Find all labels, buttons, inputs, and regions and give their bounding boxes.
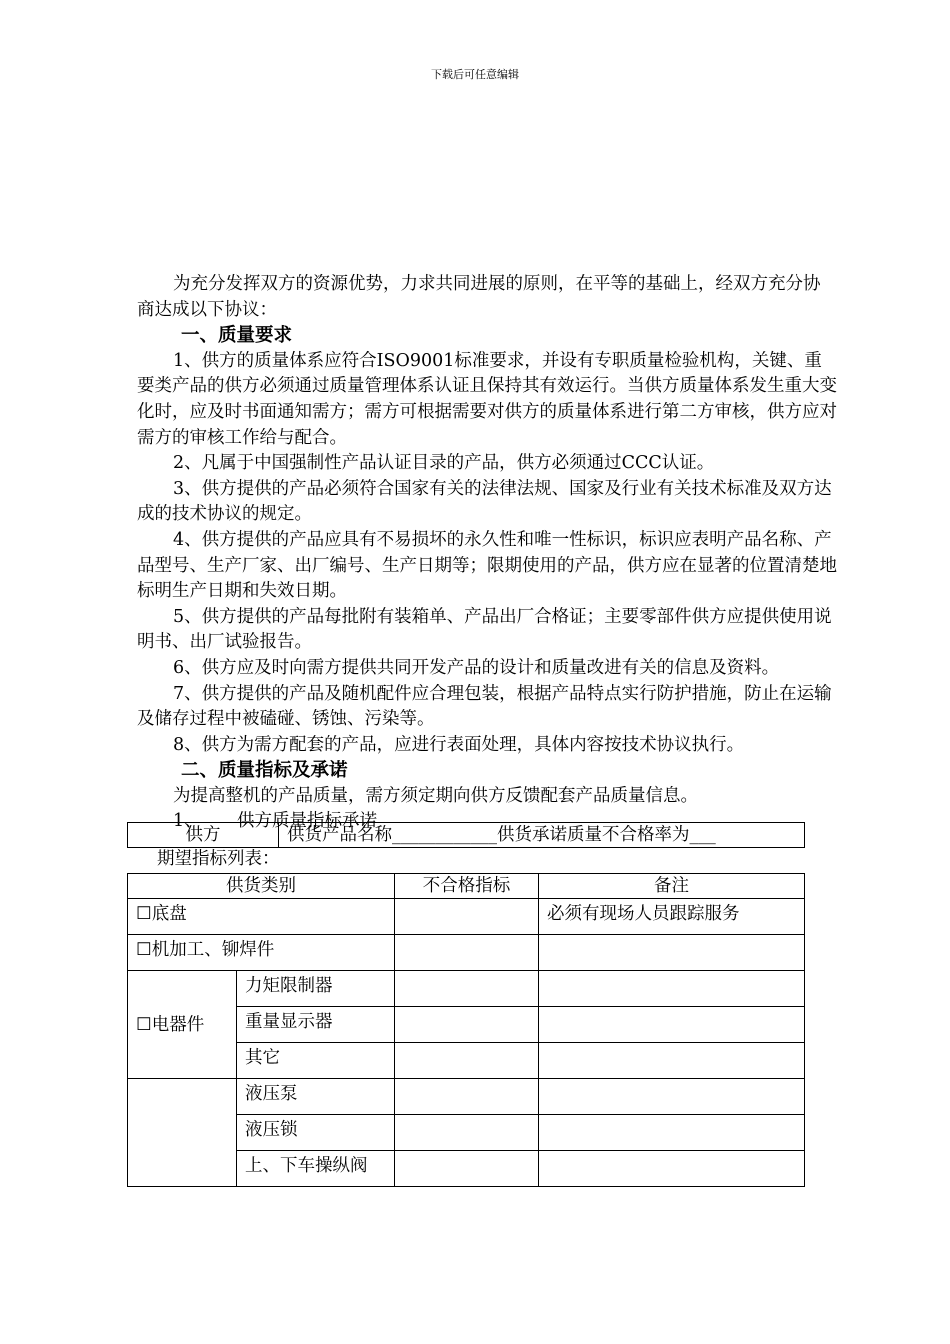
row-hydraulic-index[interactable] (395, 1079, 539, 1115)
row-hydraulic-note[interactable] (539, 1151, 805, 1187)
section1-item-7: 7、供方提供的产品及随机配件应合理包装，根据产品特点实行防护措施，防止在运输及储存过程中被磕碰、锈蚀、污染等。 (137, 683, 832, 730)
row-electrical-sub: 其它 (237, 1043, 395, 1079)
row-electrical-index[interactable] (395, 1007, 539, 1043)
row-electrical-note[interactable] (539, 1007, 805, 1043)
section1-item-1: 1、供方的质量体系应符合ISO9001标准要求，并设有专职质量检验机构，关键、重要类产品的供方必须通过质量管理体系认证且保持其有效运行。当供方质量体系发生重大变化时，应及时书面通知需方；需方可根据需要对供方的质量体系进行第二方审核，供方应对需方的审核工作给与配合。 (137, 350, 837, 448)
row-machining-note[interactable] (539, 935, 805, 971)
section1-item-5: 5、供方提供的产品每批附有装箱单、产品出厂合格证；主要零部件供方应提供使用说明书、出厂试验报告。 (137, 606, 832, 653)
row-machining-label[interactable]: ☐机加工、铆焊件 (128, 935, 395, 971)
table-row (128, 899, 805, 935)
table-header-row (128, 874, 805, 899)
product-name-blank[interactable]: ____________ (392, 825, 497, 845)
product-name-label: 供货产品名称 (287, 825, 392, 845)
row-electrical-index[interactable] (395, 1043, 539, 1079)
table-row (128, 823, 805, 848)
row-hydraulic-index[interactable] (395, 1115, 539, 1151)
commitment-table (127, 822, 805, 848)
defect-rate-label: 供货承诺质量不合格率为 (497, 825, 690, 845)
row-electrical-label[interactable]: ☐电器件 (128, 971, 237, 1079)
header-nonconformity: 不合格指标 (395, 874, 539, 899)
section1-item-2: 2、凡属于中国强制性产品认证目录的产品，供方必须通过CCC认证。 (173, 453, 715, 474)
section1-title: 一、质量要求 (181, 325, 293, 347)
row-hydraulic-note[interactable] (539, 1079, 805, 1115)
row-machining-index[interactable] (395, 935, 539, 971)
row-electrical-index[interactable] (395, 971, 539, 1007)
expected-index-table (127, 873, 805, 1187)
row-electrical-note[interactable] (539, 1043, 805, 1079)
section1-item-8: 8、供方为需方配套的产品，应进行表面处理，具体内容按技术协议执行。 (173, 734, 745, 755)
header-remark: 备注 (539, 874, 805, 899)
section1-item-6: 6、供方应及时向需方提供共同开发产品的设计和质量改进有关的信息及资料。 (173, 657, 780, 678)
section2-intro: 为提高整机的产品质量，需方须定期向供方反馈配套产品质量信息。 (173, 785, 698, 806)
commitment-cell (279, 823, 805, 848)
row-hydraulic-sub: 液压泵 (237, 1079, 395, 1115)
section2-title: 二、质量指标及承诺 (181, 760, 348, 782)
section1-item-3: 3、供方提供的产品必须符合国家有关的法律法规、国家及行业有关技术标准及双方达成的技术协议的规定。 (137, 478, 832, 525)
row-electrical-sub: 力矩限制器 (237, 971, 395, 1007)
subheading-text: 供方质量指标承诺 (237, 811, 377, 832)
subheading-number: 1、 (173, 811, 202, 832)
row-electrical-note[interactable] (539, 971, 805, 1007)
row-hydraulic-label[interactable] (128, 1079, 237, 1187)
intro-paragraph: 为充分发挥双方的资源优势，力求共同进展的原则，在平等的基础上，经双方充分协商达成以下协议： (137, 274, 821, 320)
row-hydraulic-sub: 上、下车操纵阀 (237, 1151, 395, 1187)
row-chassis-label[interactable]: ☐底盘 (128, 899, 395, 935)
row-chassis-note: 必须有现场人员跟踪服务 (539, 899, 805, 935)
section1-item-4: 4、供方提供的产品应具有不易损坏的永久性和唯一性标识，标识应表明产品名称、产品型号、生产厂家、出厂编号、生产日期等；限期使用的产品，供方应在显著的位置清楚地标明生产日期和失效日期。 (137, 529, 837, 602)
row-hydraulic-index[interactable] (395, 1151, 539, 1187)
row-hydraulic-note[interactable] (539, 1115, 805, 1151)
defect-rate-blank[interactable]: ___ (689, 825, 716, 845)
document-body (137, 272, 837, 835)
row-electrical-sub: 重量显示器 (237, 1007, 395, 1043)
table-row (128, 1079, 805, 1115)
expected-index-label: 期望指标列表： (157, 849, 280, 869)
row-chassis-index[interactable] (395, 899, 539, 935)
page-header: 下载后可任意编辑 (431, 68, 519, 81)
row-hydraulic-sub: 液压锁 (237, 1115, 395, 1151)
header-category: 供货类别 (128, 874, 395, 899)
supplier-cell: 供方 (128, 823, 279, 848)
table-row (128, 971, 805, 1007)
table-row (128, 935, 805, 971)
